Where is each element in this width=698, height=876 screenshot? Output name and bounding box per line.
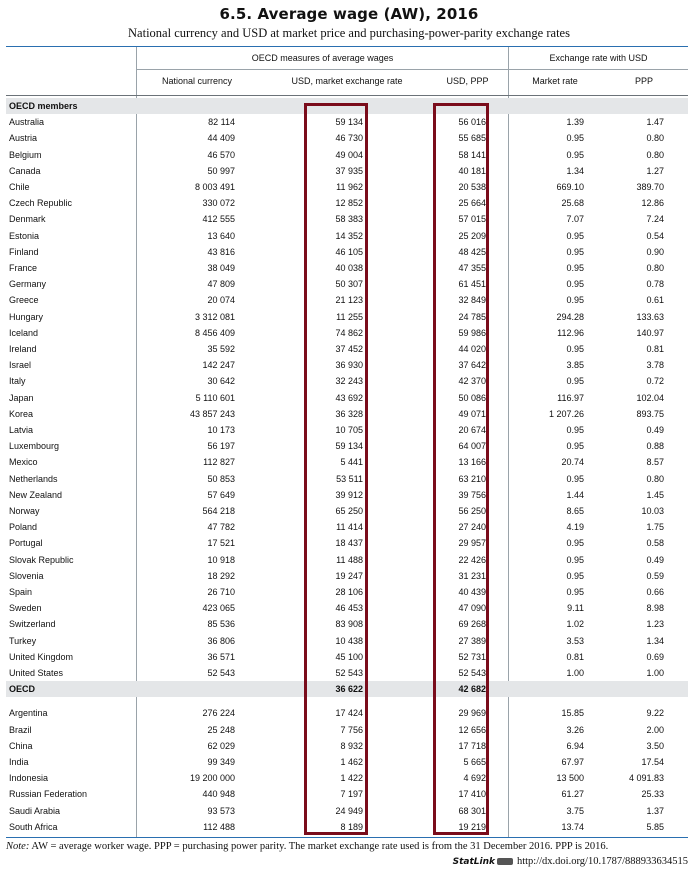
cell-usd-market: 14 352: [335, 230, 363, 241]
country-name: Indonesia: [9, 773, 49, 784]
cell-ppp-rate: 8.98: [646, 603, 664, 614]
cell-national-currency: 36 806: [207, 635, 235, 646]
cell-usd-ppp: 39 756: [458, 489, 486, 500]
cell-market-rate: 6.94: [566, 740, 584, 751]
cell-market-rate: 0.95: [566, 473, 584, 484]
cell-market-rate: 0.95: [566, 587, 584, 597]
statlink[interactable]: [453, 856, 688, 867]
cell-ppp-rate: 0.80: [646, 149, 664, 160]
cell-usd-market: 18 437: [335, 538, 363, 549]
cell-national-currency: 82 114: [208, 117, 235, 128]
country-name: Ireland: [9, 344, 37, 354]
cell-market-rate: 3.85: [566, 360, 584, 371]
cell-usd-market: 32 243: [335, 376, 363, 387]
group-rule: [509, 69, 688, 70]
country-name: Japan: [9, 392, 34, 403]
cell-usd-market: 1 422: [340, 773, 363, 784]
cell-ppp-rate: 0.80: [646, 473, 664, 484]
cell-national-currency: 50 997: [207, 165, 235, 176]
cell-usd-ppp: 17 410: [458, 789, 486, 800]
cell-usd-market: 58 383: [335, 214, 363, 225]
country-name: Germany: [9, 279, 47, 290]
country-name: Sweden: [9, 603, 42, 614]
cell-usd-market: 59 134: [335, 117, 363, 128]
cell-usd-ppp: 4 692: [463, 773, 486, 784]
cell-market-rate: 1.44: [566, 489, 584, 500]
cell-market-rate: 15.85: [561, 708, 584, 719]
cell-usd-market: 50 307: [335, 279, 363, 290]
cell-national-currency: 56 197: [207, 441, 235, 452]
cell-market-rate: 669.10: [556, 182, 584, 192]
cell-ppp-rate: 0.61: [646, 295, 664, 306]
cell-market-rate: 0.95: [566, 133, 584, 144]
statlink-icon: [497, 858, 513, 865]
cell-market-rate: 3.26: [566, 724, 584, 735]
cell-usd-market: 45 100: [335, 651, 363, 662]
cell-usd-market: 43 692: [335, 392, 363, 403]
country-name: India: [9, 757, 29, 767]
cell-ppp-rate: 0.69: [646, 651, 664, 662]
cell-market-rate: 0.95: [566, 344, 584, 354]
country-name: Switzerland: [9, 619, 56, 630]
cell-usd-ppp: 52 543: [458, 668, 486, 678]
cell-ppp-rate: 1.34: [646, 635, 664, 646]
footnote-label: Note:: [6, 841, 30, 852]
cell-market-rate: 294.28: [556, 311, 584, 322]
cell-usd-ppp: 69 268: [458, 619, 486, 630]
cell-usd-ppp: 40 181: [458, 165, 486, 176]
cell-usd-market: 53 511: [336, 473, 363, 484]
cell-national-currency: 17 521: [207, 538, 235, 549]
cell-ppp-rate: 5.85: [646, 821, 664, 832]
cell-national-currency: 46 570: [207, 149, 235, 160]
cell-market-rate: 0.95: [566, 263, 584, 273]
cell-ppp-rate: 1.27: [646, 165, 664, 176]
cell-ppp-rate: 0.49: [646, 425, 664, 435]
cell-usd-ppp: 29 957: [458, 538, 486, 549]
cell-ppp-rate: 9.22: [646, 708, 664, 719]
cell-ppp-rate: 389.70: [636, 182, 664, 192]
country-name: Argentina: [9, 708, 48, 719]
cell-usd-ppp: 63 210: [458, 473, 486, 484]
column-header-national-currency: National currency: [161, 76, 233, 86]
country-name: Netherlands: [9, 473, 58, 484]
country-name: Mexico: [9, 457, 38, 468]
country-name: Luxembourg: [9, 441, 60, 452]
cell-usd-market: 5 441: [340, 457, 363, 468]
cell-usd-market: 65 250: [335, 506, 363, 516]
cell-market-rate: 0.95: [566, 425, 584, 435]
cell-ppp-rate: 0.66: [646, 587, 664, 597]
cell-usd-market: 28 106: [335, 587, 363, 597]
cell-usd-ppp: 22 426: [458, 554, 486, 565]
cell-national-currency: 47 809: [207, 279, 235, 290]
cell-usd-market: 52 543: [335, 668, 363, 678]
cell-market-rate: 0.95: [566, 230, 584, 241]
cell-market-rate: 1 207.26: [548, 408, 584, 419]
cell-market-rate: 1.00: [566, 668, 584, 678]
header-bottom-rule: [6, 95, 688, 96]
statlink-url[interactable]: http://dx.doi.org/10.1787/888933634515: [516, 856, 688, 867]
cell-usd-market: 37 452: [335, 344, 363, 354]
oecd-total-usd-ppp: 42 682: [458, 684, 486, 695]
country-name: Turkey: [9, 635, 37, 646]
cell-usd-ppp: 42 370: [458, 376, 486, 387]
cell-usd-ppp: 68 301: [458, 805, 486, 816]
country-name: Slovak Republic: [9, 554, 74, 565]
cell-ppp-rate: 1.37: [646, 805, 664, 816]
cell-usd-market: 36 930: [335, 360, 363, 371]
cell-market-rate: 3.53: [566, 635, 584, 646]
country-name: Canada: [9, 165, 41, 176]
cell-usd-ppp: 61 451: [458, 279, 486, 290]
country-name: United States: [9, 668, 64, 678]
cell-market-rate: 8.65: [566, 506, 584, 516]
cell-market-rate: 1.02: [566, 619, 584, 630]
cell-ppp-rate: 0.72: [646, 376, 664, 387]
cell-market-rate: 61.27: [561, 789, 584, 800]
country-name: Russian Federation: [9, 789, 88, 800]
cell-ppp-rate: 0.80: [646, 263, 664, 273]
cell-usd-market: 10 438: [335, 635, 363, 646]
cell-market-rate: 0.95: [566, 538, 584, 549]
cell-national-currency: 440 948: [202, 789, 235, 800]
cell-usd-market: 7 756: [340, 724, 363, 735]
cell-usd-ppp: 49 071: [458, 408, 486, 419]
cell-usd-market: 11 488: [336, 554, 363, 565]
cell-usd-market: 1 462: [340, 757, 363, 767]
country-name: South Africa: [9, 821, 58, 832]
country-name: China: [9, 740, 33, 751]
cell-usd-ppp: 20 538: [458, 182, 486, 192]
cell-usd-ppp: 25 209: [458, 230, 486, 241]
cell-usd-market: 74 862: [335, 327, 363, 338]
cell-national-currency: 93 573: [207, 805, 235, 816]
country-name: Estonia: [9, 230, 40, 241]
cell-national-currency: 18 292: [207, 570, 235, 581]
cell-ppp-rate: 0.90: [646, 246, 664, 257]
cell-usd-ppp: 13 166: [458, 457, 486, 468]
country-name: Australia: [9, 117, 45, 128]
cell-national-currency: 5 110 601: [195, 392, 235, 403]
cell-national-currency: 10 918: [207, 554, 235, 565]
cell-usd-ppp: 52 731: [458, 651, 486, 662]
cell-usd-market: 8 932: [340, 740, 363, 751]
cell-ppp-rate: 0.49: [646, 554, 664, 565]
cell-market-rate: 0.95: [566, 441, 584, 452]
cell-market-rate: 0.95: [566, 295, 584, 306]
cell-usd-ppp: 56 016: [458, 117, 486, 128]
cell-usd-ppp: 50 086: [458, 392, 486, 403]
cell-ppp-rate: 0.54: [646, 230, 664, 241]
country-name: Belgium: [9, 149, 42, 160]
country-name: Israel: [9, 360, 32, 371]
cell-usd-market: 21 123: [335, 295, 363, 306]
country-name: Italy: [9, 376, 26, 387]
cell-national-currency: 112 827: [203, 457, 235, 468]
cell-national-currency: 412 555: [202, 214, 235, 225]
cell-ppp-rate: 12.86: [641, 198, 664, 209]
cell-ppp-rate: 0.59: [646, 570, 664, 581]
cell-ppp-rate: 133.63: [636, 311, 664, 322]
cell-usd-market: 39 912: [335, 489, 363, 500]
oecd-total-usd-market: 36 622: [335, 684, 363, 695]
cell-usd-market: 24 949: [335, 805, 363, 816]
cell-national-currency: 276 224: [202, 708, 235, 719]
cell-national-currency: 564 218: [202, 506, 235, 516]
cell-usd-market: 36 328: [335, 408, 363, 419]
cell-ppp-rate: 17.54: [641, 757, 664, 767]
cell-national-currency: 43 816: [207, 246, 235, 257]
cell-national-currency: 25 248: [207, 724, 235, 735]
cell-usd-ppp: 31 231: [458, 570, 486, 581]
cell-ppp-rate: 7.24: [646, 214, 664, 225]
cell-national-currency: 423 065: [202, 603, 235, 614]
cell-market-rate: 0.95: [566, 554, 584, 565]
cell-market-rate: 112.96: [557, 327, 584, 338]
cell-usd-ppp: 47 355: [458, 263, 486, 273]
column-header-ppp: PPP: [634, 76, 653, 86]
country-name: New Zealand: [9, 489, 63, 500]
cell-usd-ppp: 32 849: [458, 295, 486, 306]
cell-national-currency: 142 247: [202, 360, 235, 371]
cell-ppp-rate: 1.45: [646, 489, 664, 500]
cell-usd-ppp: 5 665: [463, 757, 486, 767]
cell-market-rate: 116.97: [557, 392, 584, 403]
table-subtitle: National currency and USD at market price and purchasing-power-parity exchange rates: [128, 26, 570, 40]
cell-national-currency: 112 488: [203, 821, 235, 832]
cell-ppp-rate: 25.33: [641, 789, 664, 800]
country-name: Slovenia: [9, 570, 44, 581]
cell-ppp-rate: 0.78: [646, 279, 664, 290]
cell-national-currency: 30 642: [207, 376, 235, 387]
cell-usd-ppp: 19 219: [458, 821, 486, 832]
country-name: Korea: [9, 408, 34, 419]
cell-usd-ppp: 58 141: [458, 149, 486, 160]
section-header: OECD members: [9, 101, 78, 111]
cell-national-currency: 43 857 243: [189, 408, 235, 419]
group-header-oecd-measures: OECD measures of average wages: [251, 53, 394, 63]
cell-usd-ppp: 27 240: [458, 522, 486, 533]
cell-usd-ppp: 27 389: [458, 635, 486, 646]
cell-national-currency: 35 592: [207, 344, 235, 354]
cell-usd-market: 8 189: [340, 821, 363, 832]
cell-national-currency: 36 571: [207, 651, 235, 662]
cell-ppp-rate: 3.50: [646, 740, 664, 751]
cell-usd-market: 11 414: [336, 522, 363, 533]
country-name: Chile: [9, 182, 30, 192]
cell-usd-market: 83 908: [335, 619, 363, 630]
country-name: Hungary: [9, 311, 44, 322]
cell-usd-ppp: 64 007: [458, 441, 486, 452]
cell-market-rate: 67.97: [561, 757, 584, 767]
country-name: Norway: [9, 506, 40, 516]
cell-national-currency: 62 029: [207, 740, 235, 751]
cell-usd-market: 46 453: [335, 603, 363, 614]
cell-market-rate: 20.74: [561, 457, 584, 468]
cell-usd-ppp: 55 685: [458, 133, 486, 144]
cell-ppp-rate: 102.04: [636, 392, 664, 403]
cell-usd-ppp: 59 986: [458, 327, 486, 338]
cell-usd-ppp: 25 664: [458, 198, 486, 209]
cell-national-currency: 52 543: [207, 668, 235, 678]
cell-national-currency: 47 782: [207, 522, 235, 533]
cell-ppp-rate: 1.00: [646, 668, 664, 678]
cell-ppp-rate: 10.03: [641, 506, 664, 516]
cell-market-rate: 1.34: [566, 165, 584, 176]
country-name: United Kingdom: [9, 651, 74, 662]
cell-market-rate: 9.11: [567, 603, 584, 614]
country-name: Portugal: [9, 538, 43, 549]
footnote: [6, 841, 608, 852]
cell-usd-ppp: 44 020: [458, 344, 486, 354]
cell-national-currency: 50 853: [207, 473, 235, 484]
cell-usd-market: 11 255: [336, 311, 363, 322]
cell-usd-market: 19 247: [335, 570, 363, 581]
cell-national-currency: 8 003 491: [194, 182, 235, 192]
cell-ppp-rate: 140.97: [636, 327, 664, 338]
group-header-exchange-rate: Exchange rate with USD: [549, 53, 648, 63]
country-name: Czech Republic: [9, 198, 73, 209]
cell-market-rate: 7.07: [566, 214, 584, 225]
cell-ppp-rate: 0.81: [646, 344, 664, 354]
cell-usd-ppp: 20 674: [458, 425, 486, 435]
country-name: Greece: [9, 295, 39, 306]
highlight-box-usd-ppp: [433, 103, 489, 835]
cell-ppp-rate: 1.75: [646, 522, 664, 533]
cell-national-currency: 13 640: [207, 230, 235, 241]
cell-usd-market: 46 105: [335, 246, 363, 257]
country-name: Denmark: [9, 214, 46, 225]
cell-usd-market: 46 730: [335, 133, 363, 144]
cell-usd-market: 40 038: [335, 263, 363, 273]
cell-market-rate: 0.95: [566, 376, 584, 387]
country-name: Latvia: [9, 425, 34, 435]
cell-usd-market: 17 424: [335, 708, 363, 719]
cell-national-currency: 330 072: [202, 198, 235, 209]
cell-usd-market: 37 935: [335, 165, 363, 176]
cell-ppp-rate: 3.78: [646, 360, 664, 371]
country-name: Saudi Arabia: [9, 805, 61, 816]
cell-national-currency: 3 312 081: [194, 311, 235, 322]
cell-national-currency: 99 349: [207, 757, 235, 767]
cell-usd-market: 59 134: [335, 441, 363, 452]
cell-usd-ppp: 12 656: [458, 724, 486, 735]
cell-usd-market: 49 004: [335, 149, 363, 160]
cell-ppp-rate: 893.75: [636, 408, 664, 419]
footnote-text: AW = average worker wage. PPP = purchasing power parity. The market exchange rate used is from the 31 December 2016. PPP is 2016.: [29, 841, 609, 852]
cell-national-currency: 57 649: [207, 489, 235, 500]
country-name: Finland: [9, 246, 39, 257]
cell-ppp-rate: 0.58: [646, 538, 664, 549]
cell-ppp-rate: 0.88: [646, 441, 664, 452]
cell-market-rate: 3.75: [566, 805, 584, 816]
cell-usd-market: 11 962: [336, 182, 363, 192]
cell-ppp-rate: 1.47: [646, 117, 664, 128]
group-rule: [137, 69, 508, 70]
cell-usd-ppp: 17 718: [458, 740, 486, 751]
oecd-total-label: OECD: [9, 684, 36, 695]
cell-usd-ppp: 29 969: [458, 708, 486, 719]
cell-usd-market: 12 852: [335, 198, 363, 209]
column-header-usd-ppp: USD, PPP: [446, 76, 489, 86]
country-name: France: [9, 263, 38, 273]
country-name: Iceland: [9, 327, 39, 338]
cell-national-currency: 20 074: [207, 295, 235, 306]
table-title: 6.5. Average wage (AW), 2016: [219, 5, 479, 23]
cell-usd-market: 7 197: [340, 789, 363, 800]
cell-market-rate: 0.95: [566, 246, 584, 257]
statlink-label: StatLink: [452, 857, 495, 867]
cell-market-rate: 4.19: [566, 522, 584, 533]
cell-market-rate: 13 500: [556, 773, 584, 784]
cell-market-rate: 25.68: [561, 198, 584, 209]
country-name: Poland: [9, 522, 38, 533]
cell-ppp-rate: 0.80: [646, 133, 664, 144]
country-name: Austria: [9, 133, 38, 144]
cell-national-currency: 38 049: [207, 263, 235, 273]
column-header-market-rate: Market rate: [532, 76, 578, 86]
cell-usd-ppp: 40 439: [458, 587, 486, 597]
cell-usd-ppp: 47 090: [458, 603, 486, 614]
cell-market-rate: 1.39: [566, 117, 584, 128]
cell-national-currency: 10 173: [207, 425, 235, 435]
column-header-usd-market: USD, market exchange rate: [291, 76, 403, 86]
cell-national-currency: 8 456 409: [194, 327, 235, 338]
cell-usd-ppp: 57 015: [458, 214, 486, 225]
bottom-rule: [6, 837, 688, 838]
cell-national-currency: 85 536: [207, 619, 235, 630]
cell-national-currency: 19 200 000: [189, 773, 235, 784]
highlight-box-usd-market: [304, 103, 368, 835]
country-name: Spain: [9, 587, 33, 597]
cell-usd-ppp: 48 425: [458, 246, 486, 257]
country-name: Brazil: [9, 724, 32, 735]
cell-market-rate: 13.74: [561, 821, 584, 832]
cell-usd-ppp: 56 250: [458, 506, 486, 516]
cell-market-rate: 0.95: [566, 149, 584, 160]
cell-market-rate: 0.81: [566, 651, 584, 662]
cell-usd-ppp: 37 642: [458, 360, 486, 371]
cell-market-rate: 0.95: [566, 279, 584, 290]
cell-usd-market: 10 705: [335, 425, 363, 435]
cell-ppp-rate: 2.00: [646, 724, 664, 735]
cell-ppp-rate: 4 091.83: [628, 773, 664, 784]
cell-national-currency: 26 710: [207, 587, 235, 597]
cell-ppp-rate: 1.23: [646, 619, 664, 630]
cell-market-rate: 0.95: [566, 570, 584, 581]
cell-national-currency: 44 409: [207, 133, 235, 144]
cell-usd-ppp: 24 785: [458, 311, 486, 322]
cell-ppp-rate: 8.57: [646, 457, 664, 468]
